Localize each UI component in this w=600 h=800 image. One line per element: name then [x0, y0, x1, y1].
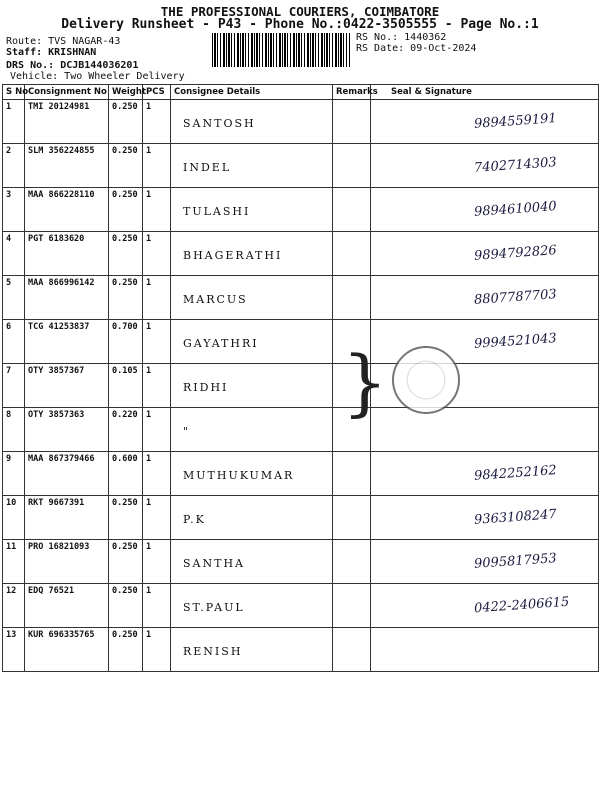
row-weight: 0.250 — [109, 496, 143, 540]
row-sno: 13 — [3, 628, 25, 672]
signature-phone: 0422-2406615 — [473, 594, 570, 617]
row-weight: 0.250 — [109, 100, 143, 144]
table-row — [3, 628, 599, 672]
col-header-signature: Seal & Signature — [371, 85, 599, 100]
col-header-remarks: Remarks — [333, 85, 371, 100]
row-consignment-no: MAA 866996142 — [25, 276, 109, 320]
signature-phone: 9894559191 — [473, 111, 558, 132]
col-header-consignee: Consignee Details — [171, 85, 333, 100]
col-header-consignment: Consignment No — [25, 85, 109, 100]
table-row — [3, 100, 599, 144]
row-weight: 0.700 — [109, 320, 143, 364]
row-signature — [371, 276, 599, 320]
row-signature — [371, 452, 599, 496]
table-row — [3, 452, 599, 496]
row-remarks — [333, 584, 371, 628]
signature-phone: 9894792826 — [473, 243, 558, 264]
row-consignee: SANTHA — [171, 540, 333, 584]
row-remarks — [333, 100, 371, 144]
signature-phone: 9842252162 — [473, 463, 558, 484]
rs-date: RS Date: 09-Oct-2024 — [356, 43, 477, 54]
row-remarks — [333, 540, 371, 584]
row-pcs: 1 — [143, 144, 171, 188]
row-pcs: 1 — [143, 276, 171, 320]
row-sno: 3 — [3, 188, 25, 232]
row-pcs: 1 — [143, 540, 171, 584]
row-sno: 2 — [3, 144, 25, 188]
table-row — [3, 320, 599, 364]
row-signature — [371, 100, 599, 144]
col-header-sno: S No — [3, 85, 25, 100]
row-pcs: 1 — [143, 364, 171, 408]
row-consignment-no: MAA 866228110 — [25, 188, 109, 232]
row-consignment-no: KUR 696335765 — [25, 628, 109, 672]
row-consignment-no: TCG 41253837 — [25, 320, 109, 364]
row-weight: 0.250 — [109, 188, 143, 232]
row-weight: 0.250 — [109, 628, 143, 672]
row-consignee: BHAGERATHI — [171, 232, 333, 276]
row-consignment-no: OTY 3857367 — [25, 364, 109, 408]
row-sno: 8 — [3, 408, 25, 452]
row-pcs: 1 — [143, 100, 171, 144]
row-consignment-no: TMI 20124981 — [25, 100, 109, 144]
row-pcs: 1 — [143, 452, 171, 496]
row-signature — [371, 232, 599, 276]
row-weight: 0.250 — [109, 276, 143, 320]
signature-phone: 9095817953 — [473, 551, 558, 572]
row-signature — [371, 144, 599, 188]
row-consignee: ST.PAUL — [171, 584, 333, 628]
row-pcs: 1 — [143, 496, 171, 540]
col-header-weight: Weight — [109, 85, 143, 100]
row-pcs: 1 — [143, 232, 171, 276]
row-weight: 0.250 — [109, 584, 143, 628]
row-remarks — [333, 188, 371, 232]
signature-phone: 9994521043 — [473, 331, 558, 352]
row-consignee: P.K — [171, 496, 333, 540]
row-pcs: 1 — [143, 628, 171, 672]
row-weight: 0.105 — [109, 364, 143, 408]
row-consignment-no: SLM 356224855 — [25, 144, 109, 188]
row-consignment-no: MAA 867379466 — [25, 452, 109, 496]
row-remarks — [333, 496, 371, 540]
row-remarks — [333, 232, 371, 276]
row-consignment-no: EDQ 76521 — [25, 584, 109, 628]
row-pcs: 1 — [143, 584, 171, 628]
route-label: Route: TVS NAGAR-43 — [6, 36, 121, 47]
table-row — [3, 540, 599, 584]
signature-phone: 8807787703 — [473, 287, 558, 308]
row-consignee: " — [171, 408, 333, 452]
row-consignee: INDEL — [171, 144, 333, 188]
row-pcs: 1 — [143, 408, 171, 452]
staff-label: Staff: KRISHNAN — [6, 47, 97, 58]
row-signature — [371, 540, 599, 584]
row-signature — [371, 496, 599, 540]
row-remarks — [333, 628, 371, 672]
runsheet-table — [2, 84, 599, 672]
col-header-pcs: PCS — [143, 85, 171, 100]
row-sno: 9 — [3, 452, 25, 496]
row-consignee: MUTHUKUMAR — [171, 452, 333, 496]
table-row — [3, 188, 599, 232]
barcode — [212, 33, 350, 67]
row-sno: 1 — [3, 100, 25, 144]
table-row — [3, 364, 599, 408]
row-weight: 0.250 — [109, 144, 143, 188]
drs-value: DCJB144036201 — [60, 60, 139, 71]
row-signature — [371, 628, 599, 672]
row-sno: 5 — [3, 276, 25, 320]
table-row — [3, 232, 599, 276]
row-consignment-no: PRO 16821093 — [25, 540, 109, 584]
seal-stamp — [392, 346, 460, 414]
row-sno: 12 — [3, 584, 25, 628]
row-signature — [371, 188, 599, 232]
row-sno: 11 — [3, 540, 25, 584]
row-consignee: TULASHI — [171, 188, 333, 232]
row-remarks — [333, 276, 371, 320]
signature-phone: 7402714303 — [473, 155, 558, 176]
grouping-brace: } — [342, 340, 388, 424]
row-weight: 0.250 — [109, 232, 143, 276]
vehicle-label: Vehicle: Two Wheeler Delivery — [10, 71, 185, 82]
row-signature — [371, 584, 599, 628]
row-consignee: RENISH — [171, 628, 333, 672]
row-consignment-no: PGT 6183620 — [25, 232, 109, 276]
row-remarks — [333, 144, 371, 188]
runsheet-title: Delivery Runsheet - P43 - Phone No.:0422-3505555 - Page No.:1 — [61, 17, 539, 32]
row-consignee: SANTOSH — [171, 100, 333, 144]
drs-number — [6, 60, 138, 71]
drs-label: DRS No.: — [6, 60, 55, 71]
signature-phone: 9363108247 — [473, 507, 558, 528]
table-row — [3, 496, 599, 540]
row-weight: 0.220 — [109, 408, 143, 452]
row-pcs: 1 — [143, 188, 171, 232]
signature-phone: 9894610040 — [473, 199, 558, 220]
table-row — [3, 584, 599, 628]
row-consignee: MARCUS — [171, 276, 333, 320]
rs-number: RS No.: 1440362 — [356, 32, 447, 43]
company-title: THE PROFESSIONAL COURIERS, COIMBATORE — [160, 4, 440, 19]
row-weight: 0.600 — [109, 452, 143, 496]
row-signature — [371, 408, 599, 452]
table-row — [3, 276, 599, 320]
row-weight: 0.250 — [109, 540, 143, 584]
row-pcs: 1 — [143, 320, 171, 364]
table-row — [3, 408, 599, 452]
row-sno: 6 — [3, 320, 25, 364]
row-sno: 4 — [3, 232, 25, 276]
row-consignee: GAYATHRI — [171, 320, 333, 364]
row-sno: 7 — [3, 364, 25, 408]
row-sno: 10 — [3, 496, 25, 540]
row-consignment-no: RKT 9667391 — [25, 496, 109, 540]
table-header-row — [3, 85, 599, 100]
table-row — [3, 144, 599, 188]
row-consignment-no: OTY 3857363 — [25, 408, 109, 452]
row-consignee: RIDHI — [171, 364, 333, 408]
row-remarks — [333, 452, 371, 496]
